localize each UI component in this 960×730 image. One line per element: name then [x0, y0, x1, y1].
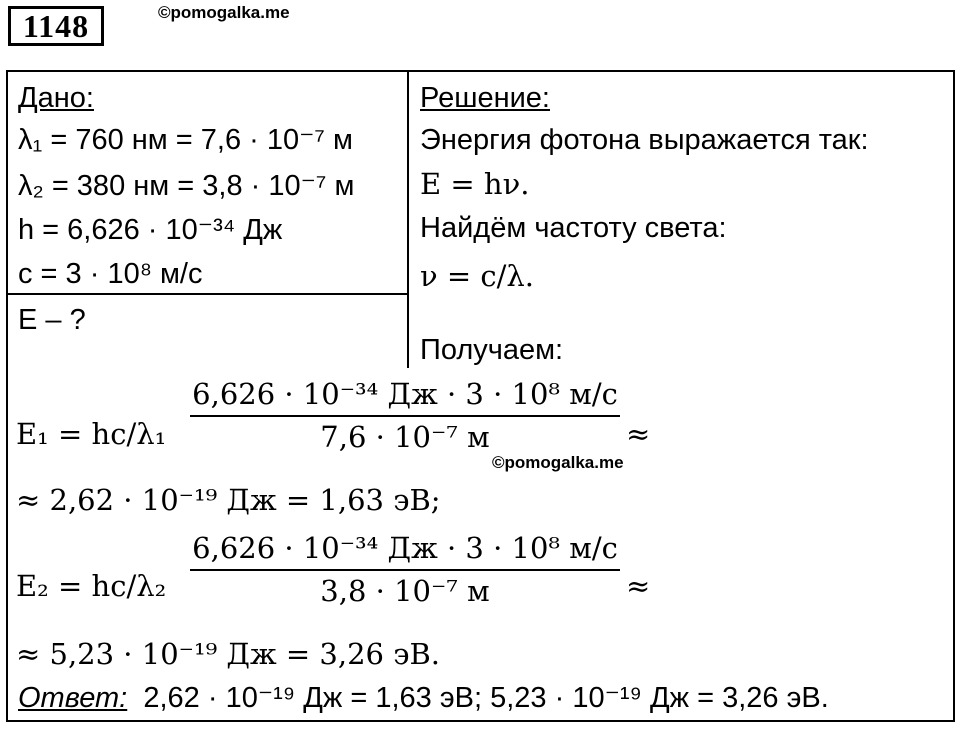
e2-fraction: [190, 522, 620, 618]
e1-lhs: E₁ = hc/λ₁: [16, 417, 167, 451]
solution-line2: Найдём частоту света:: [420, 212, 727, 244]
formula-frequency: ν = c/λ.: [420, 259, 534, 293]
divider-vertical: [407, 70, 409, 368]
given-header: Дано:: [18, 82, 94, 114]
solution-line1: Энергия фотона выражается так:: [420, 124, 869, 156]
e1-approx: ≈: [626, 417, 651, 451]
solution-header: Решение:: [420, 82, 550, 114]
e1-denominator: 7,6 · 10⁻⁷ м: [320, 420, 490, 454]
e2-approx: ≈: [626, 569, 651, 603]
answer-text: 2,62 · 10⁻¹⁹ Дж = 1,63 эВ; 5,23 · 10⁻¹⁹ Дж = 3,26 эВ.: [143, 682, 829, 714]
e1-fraction-bar: [190, 415, 620, 417]
given-h: h = 6,626 · 10⁻³⁴ Дж: [18, 214, 283, 246]
e1-numerator: 6,626 · 10⁻³⁴ Дж · 3 · 10⁸ м/с: [192, 377, 618, 411]
problem-number: 1148: [8, 6, 104, 46]
formula-energy: E = hν.: [420, 167, 530, 201]
e2-result: ≈ 5,23 · 10⁻¹⁹ Дж = 3,26 эВ.: [16, 637, 440, 671]
e2-lhs: E₂ = hc/λ₂: [16, 569, 167, 603]
e2-numerator: 6,626 · 10⁻³⁴ Дж · 3 · 10⁸ м/с: [192, 531, 618, 565]
e2-denominator: 3,8 · 10⁻⁷ м: [320, 574, 490, 608]
e1-result: ≈ 2,62 · 10⁻¹⁹ Дж = 1,63 эВ;: [16, 483, 441, 517]
answer-label: Ответ:: [18, 682, 128, 714]
given-c: c = 3 · 10⁸ м/с: [18, 258, 203, 290]
e1-fraction: [190, 368, 620, 464]
given-lambda2: λ₂ = 380 нм = 3,8 · 10⁻⁷ м: [18, 170, 355, 202]
e2-fraction-bar: [190, 569, 620, 571]
given-lambda1: λ₁ = 760 нм = 7,6 · 10⁻⁷ м: [18, 124, 353, 156]
find-e: E – ?: [18, 304, 86, 336]
watermark-middle: ©pomogalka.me: [492, 453, 624, 472]
divider-horizontal: [6, 293, 408, 295]
answer-line: [18, 684, 829, 713]
solution-line3: Получаем:: [420, 334, 564, 366]
watermark-top: ©pomogalka.me: [158, 3, 290, 22]
